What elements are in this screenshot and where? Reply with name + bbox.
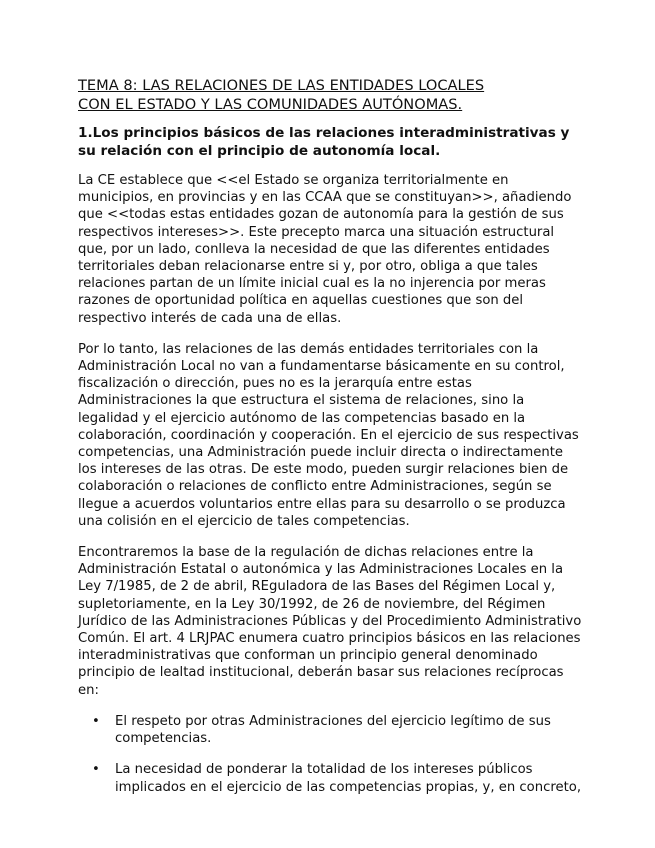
paragraph-2: Por lo tanto, las relaciones de las demás entidades territoriales con la Administración Local no van a fundamentarse básicamente en su control, fiscalización o dirección, pues no es la jerarquía entre estas Administraciones la que estructura el sistema de relaciones, sino la legalidad y el ejercicio autónomo de las competencias basado en la colaboración, coordinación y cooperación. En el ejercicio de sus respectivas competencias, una Administración puede incluir directa o indirectamente los intereses de las otras. De este modo, pueden surgir relaciones bien de colaboración o relaciones de conflicto entre Administraciones, según se llegue a acuerdos voluntarios entre ellas para su desarrollo o se produzca una colisión en el ejercicio de tales competencias. [78, 341, 579, 529]
list-item-text: La necesidad de ponderar la totalidad de los intereses públicos implicados en el ejercicio de las competencias propias, y, en concreto, [115, 762, 582, 795]
title-line-2: CON EL ESTADO Y LAS COMUNIDADES AUTÓNOMAS. [78, 96, 463, 113]
document-title [78, 76, 583, 114]
list-item [78, 713, 583, 747]
paragraph-3: Encontraremos la base de la regulación de dichas relaciones entre la Administración Estatal o autonómica y las Administraciones Locales en la Ley 7/1985, de 2 de abril, REguladora de las Bases del Régimen Local y, supletoriamente, en la Ley 30/1992, de 26 de noviembre, del Régimen Jurídico de las Administraciones Públicas y del Procedimiento Administrativo Común. El art. 4 LRJPAC enumera cuatro principios básicos en las relaciones interadministrativas que conforman un principio general denominado principio de lealtad institucional, deberán basar sus relaciones recíprocas en: [78, 545, 582, 698]
section-heading: 1.Los principios básicos de las relaciones interadministrativas y su relación con el principio de autonomía local. [78, 125, 570, 159]
paragraph-1: La CE establece que <<el Estado se organiza territorialmente en municipios, en provincias y en las CCAA que se constituyan>>, añadiendo que <<todas estas entidades gozan de autonomía para la gestión de sus respectivos intereses>>. Este precepto marca una situación estructural que, por un lado, conlleva la necesidad de que las diferentes entidades territoriales deban relacionarse entre si y, por otro, obliga a que tales relaciones partan de un límite inicial cual es la no injerencia por meras razones de oportunidad política en aquellas cuestiones que son del respectivo interés de cada una de ellas. [78, 173, 572, 326]
list-item-text: El respeto por otras Administraciones del ejercicio legítimo de sus competencias. [115, 713, 551, 747]
list-item [78, 761, 583, 795]
bullet-icon: • [92, 713, 100, 729]
bullet-icon: • [92, 762, 100, 778]
principles-list [78, 713, 583, 796]
title-line-1: TEMA 8: LAS RELACIONES DE LAS ENTIDADES LOCALES [78, 77, 485, 94]
document-page [78, 76, 583, 810]
